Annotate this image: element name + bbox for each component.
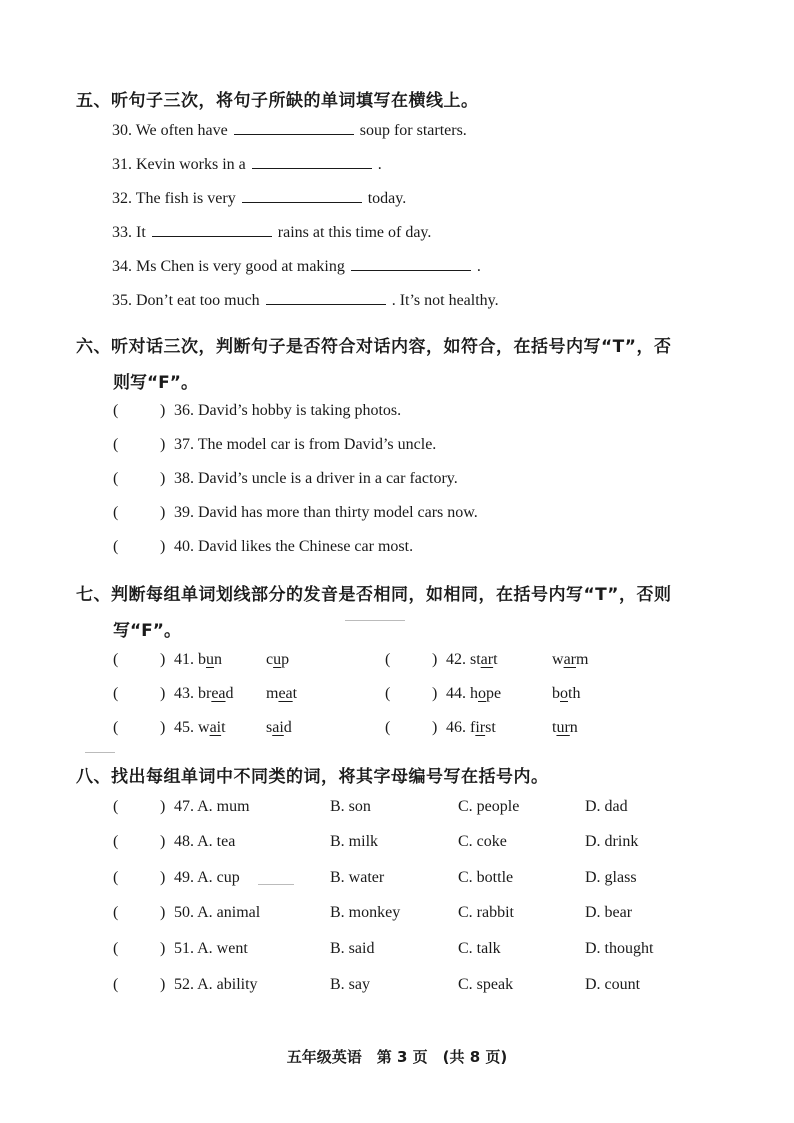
word-42b: warm bbox=[552, 651, 589, 668]
section-7-heading-cont: 写“F”。 bbox=[113, 621, 181, 641]
option-50-a: 50. A. animal bbox=[174, 904, 261, 921]
answer-paren-open-46[interactable]: ( bbox=[385, 719, 391, 736]
answer-paren-open-40[interactable]: ( bbox=[113, 538, 119, 555]
answer-paren-open-50[interactable]: ( bbox=[113, 904, 119, 921]
answer-blank-31[interactable] bbox=[252, 154, 372, 169]
answer-paren-close-46: ) bbox=[432, 719, 438, 736]
question-33: 33. It rains at this time of day. bbox=[112, 224, 432, 241]
answer-paren-close-36: ) bbox=[160, 402, 166, 419]
question-36: 36. David’s hobby is taking photos. bbox=[174, 402, 402, 419]
option-49-c: C. bottle bbox=[458, 869, 514, 886]
option-51-c: C. talk bbox=[458, 940, 501, 957]
answer-paren-close-44: ) bbox=[432, 685, 438, 702]
question-34: 34. Ms Chen is very good at making . bbox=[112, 258, 481, 275]
answer-paren-close-38: ) bbox=[160, 470, 166, 487]
option-51-d: D. thought bbox=[585, 940, 654, 957]
option-52-c: C. speak bbox=[458, 976, 514, 993]
word-42a: start bbox=[470, 651, 498, 668]
question-44: 44. hope bbox=[446, 685, 502, 702]
question-43: 43. bread bbox=[174, 685, 234, 702]
section-5-heading: 五、听句子三次，将句子所缺的单词填写在横线上。 bbox=[76, 91, 479, 111]
question-37: 37. The model car is from David’s uncle. bbox=[174, 436, 437, 453]
answer-blank-35[interactable] bbox=[266, 290, 386, 305]
answer-paren-close-45: ) bbox=[160, 719, 166, 736]
answer-paren-close-49: ) bbox=[160, 869, 166, 886]
word-44a: hope bbox=[470, 685, 502, 702]
scan-smudge bbox=[85, 752, 115, 753]
word-46b: turn bbox=[552, 719, 578, 736]
option-47-d: D. dad bbox=[585, 798, 628, 815]
option-52-a: 52. A. ability bbox=[174, 976, 258, 993]
question-31: 31. Kevin works in a . bbox=[112, 156, 382, 173]
answer-blank-32[interactable] bbox=[242, 188, 362, 203]
option-47-b: B. son bbox=[330, 798, 371, 815]
answer-paren-close-47: ) bbox=[160, 798, 166, 815]
page-footer: 五年级英语 第 3 页 (共 8 页) bbox=[286, 1048, 508, 1066]
option-51-a: 51. A. went bbox=[174, 940, 248, 957]
option-50-c: C. rabbit bbox=[458, 904, 514, 921]
option-48-b: B. milk bbox=[330, 833, 379, 850]
option-52-b: B. say bbox=[330, 976, 370, 993]
option-50-d: D. bear bbox=[585, 904, 633, 921]
section-7-heading: 七、判断每组单词划线部分的发音是否相同，如相同，在括号内写“T”，否则 bbox=[76, 585, 672, 605]
section-8-heading: 八、找出每组单词中不同类的词，将其字母编号写在括号内。 bbox=[76, 767, 549, 787]
scan-smudge bbox=[345, 620, 405, 621]
answer-paren-open-44[interactable]: ( bbox=[385, 685, 391, 702]
answer-paren-open-43[interactable]: ( bbox=[113, 685, 119, 702]
option-50-b: B. monkey bbox=[330, 904, 401, 921]
answer-paren-open-41[interactable]: ( bbox=[113, 651, 119, 668]
answer-paren-open-38[interactable]: ( bbox=[113, 470, 119, 487]
question-32: 32. The fish is very today. bbox=[112, 190, 407, 207]
option-49-b: B. water bbox=[330, 869, 385, 886]
answer-blank-34[interactable] bbox=[351, 256, 471, 271]
word-46a: first bbox=[470, 719, 496, 736]
word-45a: wait bbox=[198, 719, 226, 736]
question-39: 39. David has more than thirty model cars now. bbox=[174, 504, 478, 521]
question-30: 30. We often have soup for starters. bbox=[112, 122, 467, 139]
scan-smudge bbox=[258, 884, 294, 885]
answer-paren-open-36[interactable]: ( bbox=[113, 402, 119, 419]
section-6-heading: 六、听对话三次，判断句子是否符合对话内容，如符合，在括号内写“T”，否 bbox=[76, 337, 672, 357]
word-43b: meat bbox=[266, 685, 298, 702]
word-43a: bread bbox=[198, 685, 234, 702]
option-48-a: 48. A. tea bbox=[174, 833, 236, 850]
option-48-c: C. coke bbox=[458, 833, 507, 850]
answer-paren-open-37[interactable]: ( bbox=[113, 436, 119, 453]
word-45b: said bbox=[266, 719, 292, 736]
option-49-d: D. glass bbox=[585, 869, 637, 886]
option-48-d: D. drink bbox=[585, 833, 639, 850]
answer-blank-30[interactable] bbox=[234, 120, 354, 135]
answer-paren-close-50: ) bbox=[160, 904, 166, 921]
question-40: 40. David likes the Chinese car most. bbox=[174, 538, 414, 555]
word-41a: bun bbox=[198, 651, 222, 668]
answer-paren-close-37: ) bbox=[160, 436, 166, 453]
word-44b: both bbox=[552, 685, 581, 702]
answer-paren-open-47[interactable]: ( bbox=[113, 798, 119, 815]
answer-paren-open-49[interactable]: ( bbox=[113, 869, 119, 886]
answer-paren-close-42: ) bbox=[432, 651, 438, 668]
question-42: 42. start bbox=[446, 651, 498, 668]
answer-paren-close-39: ) bbox=[160, 504, 166, 521]
answer-paren-open-51[interactable]: ( bbox=[113, 940, 119, 957]
answer-paren-close-52: ) bbox=[160, 976, 166, 993]
answer-paren-close-40: ) bbox=[160, 538, 166, 555]
answer-paren-close-51: ) bbox=[160, 940, 166, 957]
question-45: 45. wait bbox=[174, 719, 226, 736]
section-6-heading-cont: 则写“F”。 bbox=[113, 373, 198, 393]
word-41b: cup bbox=[266, 651, 290, 668]
answer-paren-open-52[interactable]: ( bbox=[113, 976, 119, 993]
option-51-b: B. said bbox=[330, 940, 375, 957]
answer-blank-33[interactable] bbox=[152, 222, 272, 237]
question-38: 38. David’s uncle is a driver in a car factory. bbox=[174, 470, 458, 487]
question-46: 46. first bbox=[446, 719, 496, 736]
option-49-a: 49. A. cup bbox=[174, 869, 240, 886]
answer-paren-close-48: ) bbox=[160, 833, 166, 850]
answer-paren-open-42[interactable]: ( bbox=[385, 651, 391, 668]
question-41: 41. bun bbox=[174, 651, 222, 668]
answer-paren-close-41: ) bbox=[160, 651, 166, 668]
answer-paren-open-45[interactable]: ( bbox=[113, 719, 119, 736]
option-47-a: 47. A. mum bbox=[174, 798, 250, 815]
answer-paren-open-48[interactable]: ( bbox=[113, 833, 119, 850]
answer-paren-close-43: ) bbox=[160, 685, 166, 702]
option-47-c: C. people bbox=[458, 798, 520, 815]
option-52-d: D. count bbox=[585, 976, 641, 993]
question-35: 35. Don’t eat too much . It’s not healthy. bbox=[112, 292, 499, 309]
answer-paren-open-39[interactable]: ( bbox=[113, 504, 119, 521]
